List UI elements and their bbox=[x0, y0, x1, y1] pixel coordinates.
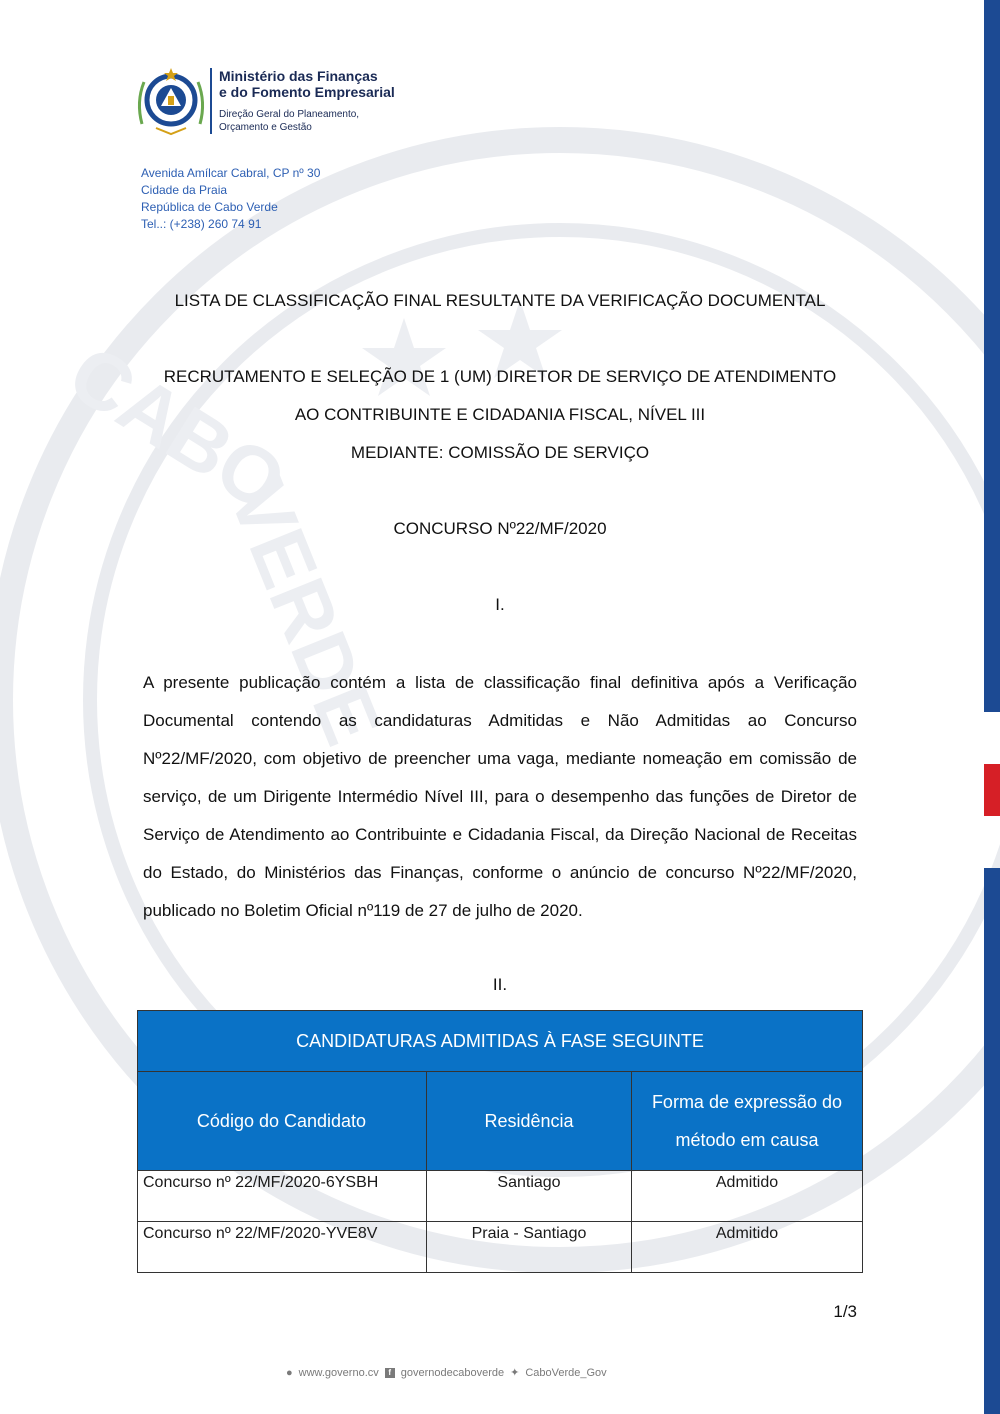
column-header-method: Forma de expressão do método em causa bbox=[632, 1072, 863, 1171]
table-row bbox=[138, 1171, 863, 1222]
page-number: 1/3 bbox=[833, 1302, 857, 1321]
address-line3: República de Cabo Verde bbox=[141, 200, 278, 214]
ministry-name-line2: e do Fomento Empresarial bbox=[219, 84, 395, 100]
table-title-row bbox=[138, 1011, 863, 1072]
column-header-code: Código do Candidato bbox=[138, 1072, 427, 1171]
table-title: CANDIDATURAS ADMITIDAS À FASE SEGUINTE bbox=[138, 1011, 863, 1072]
subtitle-line1: RECRUTAMENTO E SELEÇÃO DE 1 (UM) DIRETOR DE SERVIÇO DE ATENDIMENTO bbox=[163, 367, 837, 386]
cell-residence: Praia - Santiago bbox=[427, 1222, 632, 1273]
document-title: LISTA DE CLASSIFICAÇÃO FINAL RESULTANTE DA VERIFICAÇÃO DOCUMENTAL bbox=[174, 291, 826, 310]
cell-candidate-code: Concurso nº 22/MF/2020-YVE8V bbox=[138, 1222, 427, 1273]
direction-line2: Orçamento e Gestão bbox=[219, 122, 312, 133]
section-heading-1: I. bbox=[495, 595, 505, 614]
globe-icon: ● bbox=[286, 1366, 293, 1379]
address-line2: Cidade da Praia bbox=[141, 183, 228, 197]
twitter-link[interactable]: CaboVerde_Gov bbox=[525, 1366, 607, 1379]
concurso-number: CONCURSO Nº22/MF/2020 bbox=[393, 519, 607, 538]
cell-candidate-code: Concurso nº 22/MF/2020-6YSBH bbox=[138, 1171, 427, 1222]
address-line4: Tel..: (+238) 260 74 91 bbox=[141, 217, 262, 231]
coat-of-arms-icon bbox=[134, 64, 208, 138]
table-row bbox=[138, 1222, 863, 1273]
address-line1: Avenida Amílcar Cabral, CP nº 30 bbox=[141, 166, 321, 180]
candidates-table bbox=[137, 1010, 863, 1273]
subtitle-line2: AO CONTRIBUINTE E CIDADANIA FISCAL, NÍVEL III bbox=[294, 405, 706, 424]
section-heading-2: II. bbox=[492, 975, 508, 994]
ministry-name-line1: Ministério das Finanças bbox=[219, 68, 378, 84]
address-block bbox=[141, 165, 320, 233]
column-header-residence: Residência bbox=[427, 1072, 632, 1171]
cell-residence: Santiago bbox=[427, 1171, 632, 1222]
facebook-link[interactable]: governodecaboverde bbox=[400, 1366, 505, 1379]
subtitle-line3: MEDIANTE: COMISSÃO DE SERVIÇO bbox=[350, 443, 650, 462]
facebook-icon: f bbox=[385, 1368, 395, 1378]
twitter-icon: ✦ bbox=[510, 1367, 520, 1379]
cell-result: Admitido bbox=[632, 1171, 863, 1222]
body-paragraph: A presente publicação contém a lista de classificação final definitiva após a Verificação Documental contendo as candidaturas Admitidas e Não Admitidas ao Concurso Nº22/MF/2020, com objetivo de preencher uma vaga, mediante nomeação em comissão de serviço, de um Dirigente Intermédio Nível III, para o desempenho das funções de Diretor de Serviço de Atendimento ao Contribuinte e Cidadania Fiscal, da Direção Nacional de Receitas do Estado, do Ministérios das Finanças, conforme o anúncio de concurso Nº22/MF/2020, publicado no Boletim Oficial nº119 de 27 de julho de 2020. bbox=[143, 673, 857, 920]
ministry-header bbox=[210, 68, 395, 134]
watermark-text-2: VERDE bbox=[212, 467, 399, 757]
footer-links bbox=[286, 1366, 607, 1379]
direction-line1: Direção Geral do Planeamento, bbox=[219, 109, 360, 120]
cell-result: Admitido bbox=[632, 1222, 863, 1273]
table-header-row bbox=[138, 1072, 863, 1171]
watermark-text-1: CABO bbox=[54, 328, 301, 529]
website-link[interactable]: www.governo.cv bbox=[298, 1366, 379, 1379]
